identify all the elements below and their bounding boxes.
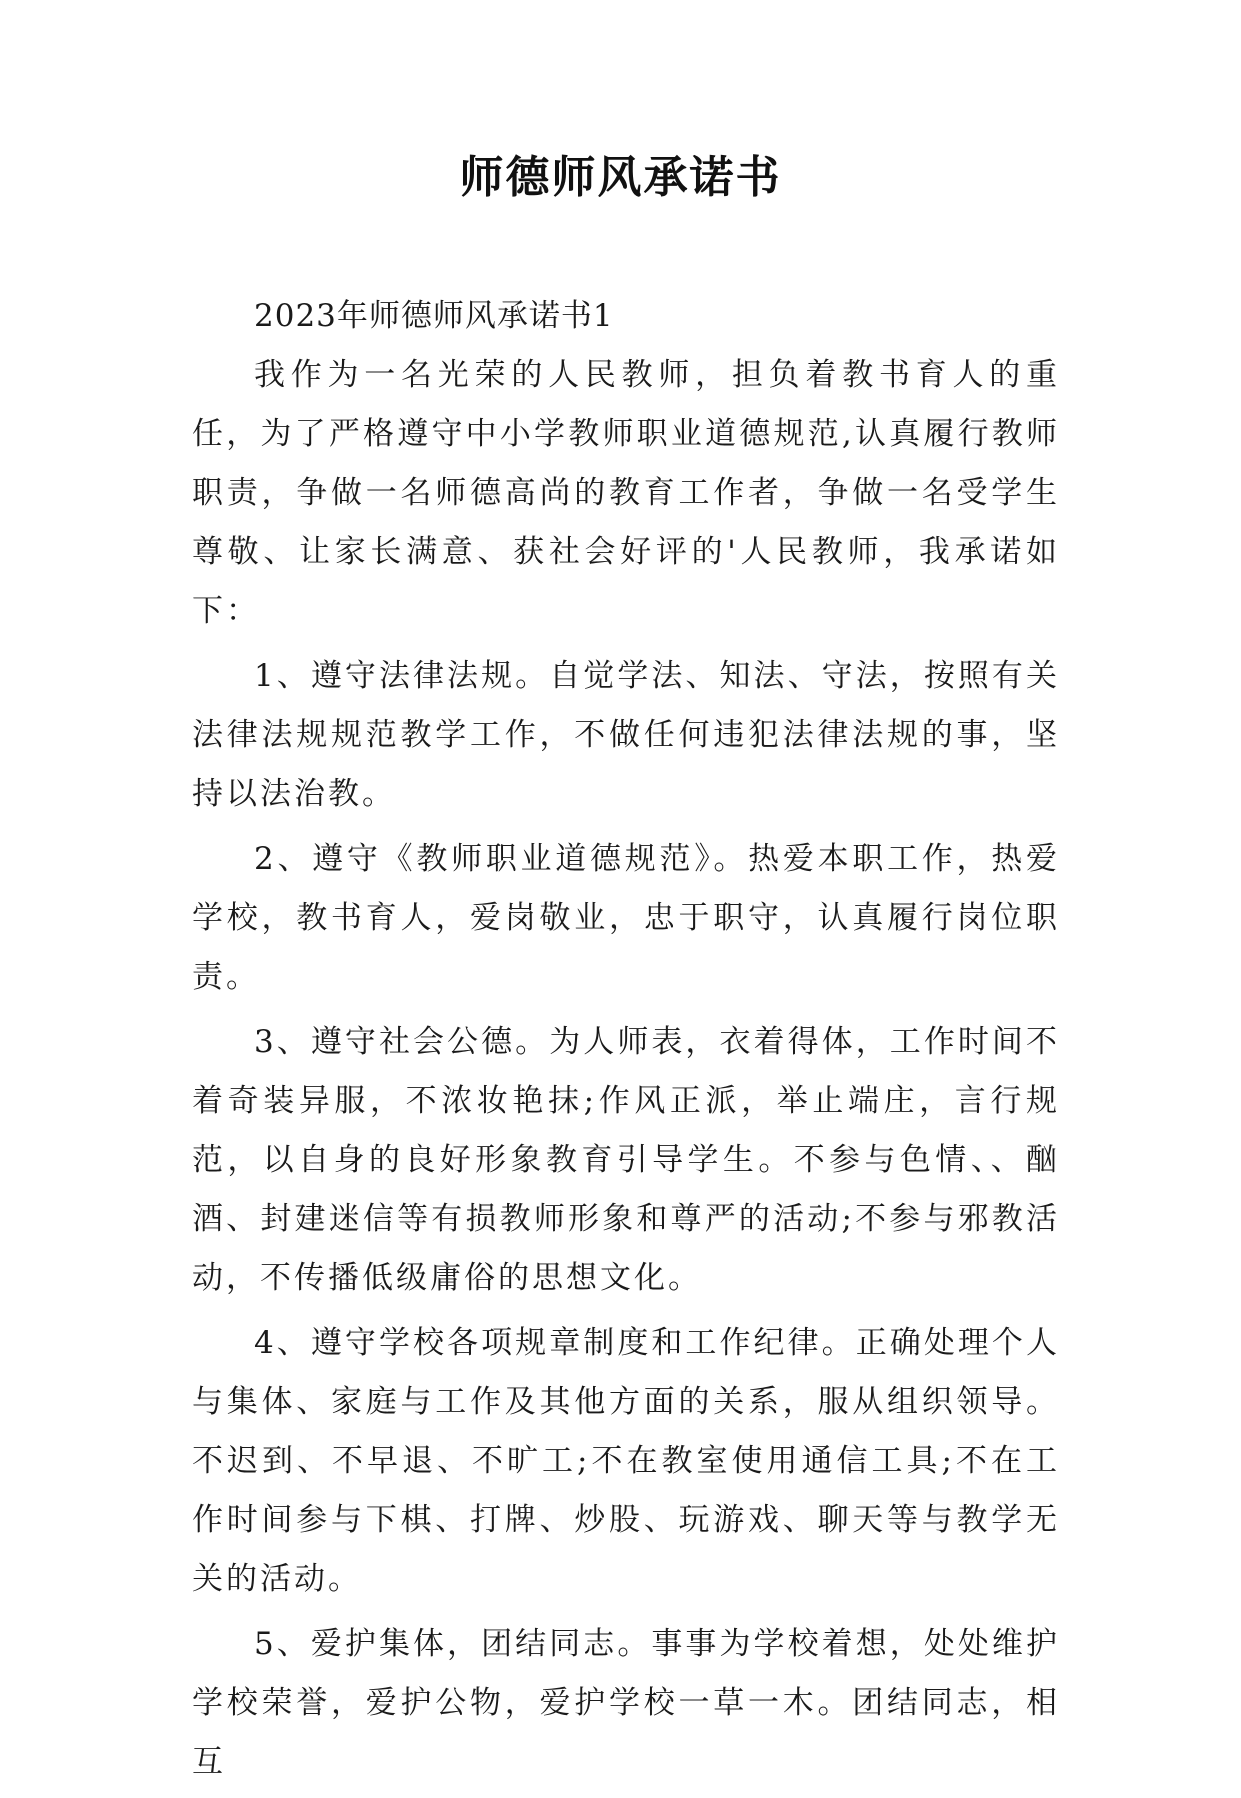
- paragraph-item-1: 1、遵守法律法规。自觉学法、知法、守法，按照有关法律法规规范教学工作，不做任何违犯法律法规的事，坚持以法治教。: [192, 658, 1060, 812]
- paragraph-item-2: 2、遵守《教师职业道德规范》。热爱本职工作，热爱学校，教书育人，爱岗敬业，忠于职守，认真履行岗位职责。: [192, 841, 1060, 995]
- paragraph-item-4: 4、遵守学校各项规章制度和工作纪律。正确处理个人与集体、家庭与工作及其他方面的关系，服从组织领导。不迟到、不早退、不旷工;不在教室使用通信工具;不在工作时间参与下棋、打牌、炒股、玩游戏、聊天等与教学无关的活动。: [192, 1325, 1060, 1597]
- document-title: 师德师风承诺书: [459, 152, 782, 203]
- paragraph-intro: 我作为一名光荣的人民教师，担负着教书育人的重任，为了严格遵守中小学教师职业道德规范,认真履行教师职责，争做一名师德高尚的教育工作者，争做一名受学生尊敬、让家长满意、获社会好评的'人民教师，我承诺如下：: [192, 357, 1060, 629]
- paragraph-item-3: 3、遵守社会公德。为人师表，衣着得体，工作时间不着奇装异服，不浓妆艳抹;作风正派，举止端庄，言行规范，以自身的良好形象教育引导学生。不参与色情、、酗酒、封建迷信等有损教师形象和尊严的活动;不参与邪教活动，不传播低级庸俗的思想文化。: [192, 1024, 1060, 1296]
- paragraph-item-5: 5、爱护集体，团结同志。事事为学校着想，处处维护学校荣誉，爱护公物，爱护学校一草一木。团结同志，相互: [192, 1626, 1060, 1780]
- document-body: [192, 287, 1060, 1798]
- document-subtitle: 2023年师德师风承诺书1: [254, 298, 614, 334]
